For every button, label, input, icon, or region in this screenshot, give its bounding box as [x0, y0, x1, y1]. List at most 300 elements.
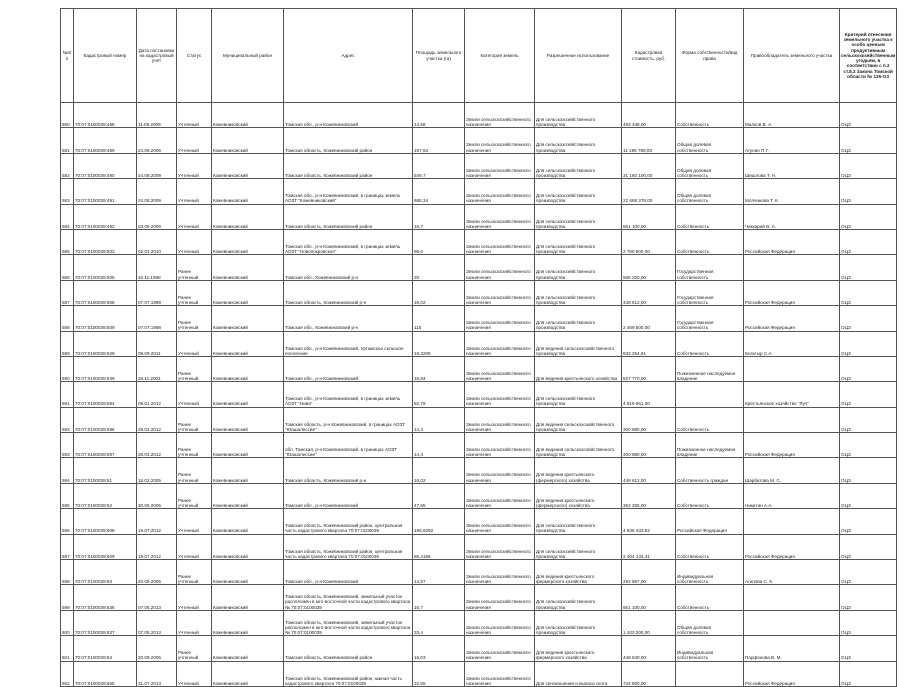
table-cell: Чиккарев В. А.: [744, 204, 840, 229]
table-cell: Для сельскохозяйственного производства: [535, 128, 622, 153]
table-cell: 584: [61, 204, 74, 229]
table-cell: Земли сельскохозяйственного назначения: [465, 407, 535, 432]
table-row: [61, 153, 897, 178]
table-cell: Земли сельскохозяйственного назначения: [465, 483, 535, 508]
table-cell: Собственность: [676, 585, 744, 610]
table-cell: Общая долевая собственность: [676, 128, 744, 153]
table-cell: 448 612,00: [622, 280, 676, 305]
table-cell: Российская Федерация: [744, 433, 840, 458]
table-cell: 98,6: [413, 229, 465, 254]
table-cell: Томская область, Кожевниковский район: [284, 128, 413, 153]
table-cell: Земли сельскохозяйственного назначения: [465, 103, 535, 128]
header-cell: Форма собственности/вид права: [676, 9, 744, 103]
table-cell: 20.09.2005: [137, 560, 177, 585]
table-cell: 16,02: [413, 458, 465, 483]
table-cell: ОЦЗ: [840, 610, 897, 635]
table-cell: 70:07:0100039:608: [74, 509, 137, 534]
table-cell: ОЦЗ: [840, 382, 897, 407]
table-cell: 92,79: [413, 382, 465, 407]
table-cell: ОЦЗ: [840, 153, 897, 178]
table-cell: 549,7: [413, 153, 465, 178]
table-cell: Для сельскохозяйственного производства: [535, 280, 622, 305]
table-cell: 14,4: [413, 433, 465, 458]
table-cell: 685,34: [413, 179, 465, 204]
table-cell: 70:07:0100039:637: [74, 610, 137, 635]
table-cell: Земли сельскохозяйственного назначения: [465, 356, 535, 381]
table-cell: 585: [61, 229, 74, 254]
table-cell: Ранее учтенный: [177, 280, 212, 305]
header-cell: Площадь земельного участка (га): [413, 9, 465, 103]
table-cell: Томская обл., р-н Кожевниковский, в границах земель АОЗТ "Нива": [284, 382, 413, 407]
table-cell: Учтенный: [177, 204, 212, 229]
table-cell: 24.08.2009: [137, 128, 177, 153]
table-cell: 70:07:0100039:508: [74, 280, 137, 305]
table-cell: 197,53: [413, 128, 465, 153]
table-cell: 592: [61, 407, 74, 432]
table-cell: 10.11.1998: [137, 255, 177, 280]
table-cell: Российская Федерация: [744, 229, 840, 254]
header-cell: Адрес: [284, 9, 413, 103]
table-cell: Кожевниковский: [212, 128, 284, 153]
table-cell: 483 348,00: [622, 103, 676, 128]
table-cell: 70:07:0100039:489: [74, 128, 137, 153]
header-row: [61, 9, 897, 103]
table-cell: 602: [61, 661, 74, 686]
table-cell: ОЦЗ: [840, 229, 897, 254]
table-cell: ОЦЗ: [840, 585, 897, 610]
table-row: [61, 255, 897, 280]
table-cell: 599: [61, 585, 74, 610]
table-cell: Томская область, Кожевниковский район, южная часть кадастрового квартала 70:07:0100039: [284, 661, 413, 686]
table-cell: 09.09.2011: [137, 331, 177, 356]
table-cell: ОЦЗ: [840, 280, 897, 305]
table-cell: ОЦЗ: [840, 433, 897, 458]
table-cell: Кожевниковский: [212, 560, 284, 585]
table-cell: Для ведения крестьянского (фермерского) хозяйства: [535, 458, 622, 483]
table-cell: Собственность: [676, 204, 744, 229]
table-cell: 70:07:0100039:64: [74, 636, 137, 661]
table-cell: 28.03.2012: [137, 433, 177, 458]
table-cell: [676, 382, 744, 407]
table-cell: 70:07:0100039:636: [74, 585, 137, 610]
table-row: [61, 483, 897, 508]
table-cell: 300 980,00: [622, 407, 676, 432]
table-cell: 2 469 500,00: [622, 306, 676, 331]
table-cell: 587: [61, 280, 74, 305]
table-cell: Кожевниковский: [212, 382, 284, 407]
table-cell: Собственность: [676, 534, 744, 559]
header-cell: Разрешенное использование: [535, 9, 622, 103]
table-cell: Томская область, Кожевниковский район: [284, 204, 413, 229]
table-cell: 734 800,00: [622, 661, 676, 686]
table-cell: Земли сельскохозяйственного назначения: [465, 382, 535, 407]
table-cell: 02.03.2010: [137, 229, 177, 254]
table-cell: 70:07:0100039:61: [74, 458, 137, 483]
table-cell: [676, 661, 744, 686]
table-cell: 70:07:0100039:488: [74, 103, 137, 128]
table-cell: Кожевниковский: [212, 356, 284, 381]
table-cell: 70:07:0100039:597: [74, 433, 137, 458]
table-cell: Томская область, Кожевниковский, земельный участок расположен в юго-восточной части кадастрового квартала № 70:07:0100039: [284, 585, 413, 610]
table-cell: Крестьянское хозяйство "Луч": [744, 382, 840, 407]
table-cell: Пожизненное наследуемое владение: [676, 356, 744, 381]
table-cell: Земли сельскохозяйственного назначения: [465, 661, 535, 686]
table-cell: Земли сельскохозяйственного назначения: [465, 306, 535, 331]
table-cell: 448 640,00: [622, 636, 676, 661]
table-cell: Малков В. А.: [744, 103, 840, 128]
table-cell: Томская обл., р-н Кожевниковский, в границах земель АОЗТ "Новопокровское": [284, 229, 413, 254]
table-cell: Кожевниковский: [212, 509, 284, 534]
table-cell: 115: [413, 306, 465, 331]
table-cell: Ранее учтенный: [177, 458, 212, 483]
table-cell: ОЦЗ: [840, 179, 897, 204]
table-cell: ОЦЗ: [840, 306, 897, 331]
table-cell: 19,3209: [413, 331, 465, 356]
table-cell: 70:07:0100039:491: [74, 179, 137, 204]
table-cell: ОЦЗ: [840, 407, 897, 432]
table-cell: Земли сельскохозяйственного назначения: [465, 153, 535, 178]
table-cell: Учтенный: [177, 153, 212, 178]
table-cell: 70:07:0100039:63: [74, 560, 137, 585]
table-cell: 31 160 100,00: [622, 153, 676, 178]
table-cell: 11.08.2009: [137, 103, 177, 128]
table-cell: Для ведения сельскохозяйственного производства: [535, 433, 622, 458]
table-cell: Земли сельскохозяйственного назначения: [465, 560, 535, 585]
table-cell: 70:07:0100039:539: [74, 356, 137, 381]
table-cell: 551 100,00: [622, 585, 676, 610]
table-cell: 292 857,00: [622, 560, 676, 585]
table-cell: ОЦЗ: [840, 128, 897, 153]
table-row: [61, 610, 897, 635]
table-cell: 07.07.1998: [137, 280, 177, 305]
table-cell: 593: [61, 433, 74, 458]
table-cell: 198,9292: [413, 509, 465, 534]
table-cell: Томская область, Кожевниковский р-н: [284, 458, 413, 483]
table-cell: 601: [61, 636, 74, 661]
table-cell: Томская область, Кожевниковский р-н: [284, 280, 413, 305]
table-cell: Земли сельскохозяйственного назначения: [465, 204, 535, 229]
table-cell: 300 980,00: [622, 433, 676, 458]
table-cell: Собственность: [676, 407, 744, 432]
table-cell: 19.07.2012: [137, 509, 177, 534]
table-cell: Томская область, р-н Кожевниковский, в границах АОЗТ "Юашалессие": [284, 407, 413, 432]
table-cell: 07.05.2013: [137, 585, 177, 610]
table-cell: Российская Федерация: [744, 534, 840, 559]
table-cell: 86,4156: [413, 534, 465, 559]
table-cell: Богатыр С.А.: [744, 331, 840, 356]
table-cell: Для ведения крестьянского хозяйства: [535, 356, 622, 381]
table-cell: 4 836 433,52: [622, 509, 676, 534]
table-cell: Для ведения крестьянского (фермерского) хозяйства: [535, 483, 622, 508]
table-cell: Учтенный: [177, 382, 212, 407]
table-cell: 28.11.2001: [137, 356, 177, 381]
table-cell: Ранее учтенный: [177, 636, 212, 661]
table-cell: Кожевниковский: [212, 661, 284, 686]
table-cell: 20: [413, 255, 465, 280]
table-cell: Ранее учтенный: [177, 433, 212, 458]
table-cell: 583: [61, 179, 74, 204]
table-cell: Земли сельскохозяйственного назначения: [465, 509, 535, 534]
table-cell: Кожевниковский: [212, 280, 284, 305]
table-cell: 70:07:0100039:609: [74, 534, 137, 559]
table-cell: 589: [61, 331, 74, 356]
table-cell: 565 200,00: [622, 255, 676, 280]
table-cell: Пожизненное наследуемое владение: [676, 433, 744, 458]
table-cell: 22 669 278,00: [622, 179, 676, 204]
table-cell: Для сельскохозяйственного производства: [535, 509, 622, 534]
table-cell: Кожевниковский: [212, 331, 284, 356]
table-cell: Учтенный: [177, 509, 212, 534]
table-cell: Ранее учтенный: [177, 306, 212, 331]
table-cell: Агапова С. К.: [744, 560, 840, 585]
table-cell: Ранее учтенный: [177, 483, 212, 508]
table-cell: Томская обл., р-н Кожевниковский: [284, 103, 413, 128]
table-cell: Томская обл., р-н Кожевниковский, в границах земель АОЗТ "Кожевниковский": [284, 179, 413, 204]
table-cell: 597: [61, 534, 74, 559]
table-cell: 448 612,00: [622, 458, 676, 483]
table-row: [61, 128, 897, 153]
table-cell: 32,55: [413, 661, 465, 686]
table-cell: 70:07:0100039:594: [74, 382, 137, 407]
table-cell: 362 255,00: [622, 483, 676, 508]
table-cell: Учтенный: [177, 179, 212, 204]
table-cell: 70:07:0100039:529: [74, 331, 137, 356]
table-cell: 591: [61, 382, 74, 407]
table-cell: Томская обл., р-н Кожевниковский: [284, 356, 413, 381]
table-cell: 70:07:0100039:505: [74, 255, 137, 280]
table-cell: Учтенный: [177, 661, 212, 686]
table-cell: ОЦЗ: [840, 458, 897, 483]
table-cell: Учтенный: [177, 534, 212, 559]
table-cell: [744, 509, 840, 534]
table-cell: Учтенный: [177, 103, 212, 128]
table-cell: 70:07:0100039:665: [74, 661, 137, 686]
table-cell: Для сельскохозяйственного производства: [535, 103, 622, 128]
table-cell: 24.08.2009: [137, 179, 177, 204]
table-cell: Парфенова В. М.: [744, 636, 840, 661]
table-cell: 16,7: [413, 585, 465, 610]
table-cell: 596: [61, 509, 74, 534]
table-cell: Собственность граждан: [676, 458, 744, 483]
table-cell: 16,03: [413, 636, 465, 661]
table-cell: Кожевниковский: [212, 204, 284, 229]
header-cell: Кадастровый номер: [74, 9, 137, 103]
table-cell: Земли сельскохозяйственного назначения: [465, 128, 535, 153]
table-row: [61, 407, 897, 432]
table-row: [61, 509, 897, 534]
table-cell: 588: [61, 306, 74, 331]
table-cell: Томская область, Кожевниковский, земельный участок расположен в юго-восточной части кадастрового квартала № 70:07:0100039: [284, 610, 413, 635]
table-row: [61, 331, 897, 356]
table-cell: Томская область, Кожевниковский район: [284, 636, 413, 661]
table-cell: Кожевниковский: [212, 229, 284, 254]
table-cell: Для сельскохозяйственного производства: [535, 229, 622, 254]
table-cell: Для сенокошения и выпаса скота: [535, 661, 622, 686]
table-cell: обл. Томская, р-н Кожевниковский, в границах АОЗТ "Юашалессие": [284, 433, 413, 458]
table-cell: 33,4: [413, 610, 465, 635]
table-cell: ОЦЗ: [840, 560, 897, 585]
table-cell: Кожевниковский: [212, 153, 284, 178]
table-cell: ОЦЗ: [840, 509, 897, 534]
table-cell: Томская область, Кожевниковский район, центральная часть кадастрового квартала 70:07:0100039: [284, 509, 413, 534]
table-cell: Ранее учтенный: [177, 407, 212, 432]
table-cell: 14,4: [413, 407, 465, 432]
table-cell: Кожевниковский: [212, 534, 284, 559]
table-cell: Государственная собственность: [676, 280, 744, 305]
table-cell: Томская обл., Кожевниковский р-н: [284, 255, 413, 280]
table-cell: 832 254,81: [622, 331, 676, 356]
table-cell: Учтенный: [177, 128, 212, 153]
table-row: [61, 306, 897, 331]
table-cell: ОЦЗ: [840, 534, 897, 559]
table-cell: Кожевниковский: [212, 483, 284, 508]
table-cell: 586: [61, 255, 74, 280]
table-cell: Кожевниковский: [212, 610, 284, 635]
table-cell: Учтенный: [177, 229, 212, 254]
table-cell: Учтенный: [177, 585, 212, 610]
table-cell: 70:07:0100039:492: [74, 204, 137, 229]
table-cell: Томская область, Кожевниковский район: [284, 153, 413, 178]
table-row: [61, 433, 897, 458]
table-cell: 20.09.2005: [137, 636, 177, 661]
table-cell: Молчанова Т. К.: [744, 179, 840, 204]
header-cell: Кадастровая стоимость, руб.: [622, 9, 676, 103]
table-cell: 595: [61, 483, 74, 508]
table-cell: ОЦЗ: [840, 661, 897, 686]
table-cell: Земли сельскохозяйственного назначения: [465, 433, 535, 458]
table-cell: [744, 356, 840, 381]
table-cell: Для сельскохозяйственного производства: [535, 255, 622, 280]
table-cell: Кожевниковский: [212, 458, 284, 483]
table-cell: Томская обл., р-н Кожевниковский: [284, 560, 413, 585]
table-cell: 590: [61, 356, 74, 381]
table-cell: [744, 610, 840, 635]
table-cell: Для сельскохозяйственного производства: [535, 382, 622, 407]
table-cell: 14,58: [413, 103, 465, 128]
table-cell: Томская обл., р-н Кожевниковский, Уртамское сельское поселение: [284, 331, 413, 356]
table-cell: Государственная собственность: [676, 255, 744, 280]
table-cell: Земли сельскохозяйственного назначения: [465, 585, 535, 610]
table-cell: 600: [61, 610, 74, 635]
table-cell: 70:07:0100039:596: [74, 407, 137, 432]
table-cell: Собственность: [676, 331, 744, 356]
table-cell: Для сельскохозяйственного производства: [535, 153, 622, 178]
table-cell: Земли сельскохозяйственного назначения: [465, 229, 535, 254]
table-cell: 16,02: [413, 280, 465, 305]
table-cell: ОЦЗ: [840, 356, 897, 381]
table-cell: ОЦЗ: [840, 204, 897, 229]
table-cell: 70:07:0100039:502: [74, 229, 137, 254]
table-cell: 03.09.2009: [137, 204, 177, 229]
table-cell: Земли сельскохозяйственного назначения: [465, 610, 535, 635]
table-cell: 24.08.2009: [137, 153, 177, 178]
header-cell: Критерий отнесения земельного участка к особо ценным продуктивным сельскохозяйственным угодьям, в соответствии с п.2 ст.8.3 Закона Томской области № 135-ОЗ: [840, 9, 897, 103]
table-row: [61, 204, 897, 229]
table-cell: Учтенный: [177, 610, 212, 635]
table-cell: Кожевниковский: [212, 585, 284, 610]
table-cell: Кожевниковский: [212, 255, 284, 280]
table-cell: [744, 585, 840, 610]
table-cell: Никитин А.А.: [744, 483, 840, 508]
table-cell: 47,65: [413, 483, 465, 508]
cadastral-table: [60, 8, 897, 687]
table-cell: Для ведения сельскохозяйственного производства: [535, 407, 622, 432]
table-row: [61, 534, 897, 559]
table-cell: 09.01.2012: [137, 382, 177, 407]
table-cell: 70:07:0100039:490: [74, 153, 137, 178]
header-cell: Категория земель: [465, 9, 535, 103]
table-cell: Земли сельскохозяйственного назначения: [465, 458, 535, 483]
table-cell: Шишлова Т. Н.: [744, 153, 840, 178]
table-cell: Для сельскохозяйственного производства: [535, 306, 622, 331]
table-cell: 15,84: [413, 356, 465, 381]
table-row: [61, 179, 897, 204]
table-cell: 07.05.2013: [137, 610, 177, 635]
table-cell: 19.07.2012: [137, 534, 177, 559]
table-cell: Собственность: [676, 103, 744, 128]
table-row: [61, 560, 897, 585]
table-cell: 580: [61, 103, 74, 128]
header-cell: Статус: [177, 9, 212, 103]
table-cell: Томская обл., р-н Кожевниковский: [284, 483, 413, 508]
table-cell: 30.06.2005: [137, 483, 177, 508]
table-cell: Для ведения крестьянского фермерского хозяйства: [535, 636, 622, 661]
table-cell: Общая долевая собственность: [676, 179, 744, 204]
table-cell: Земли сельскохозяйственного назначения: [465, 255, 535, 280]
table-cell: Индивидуальная собственность: [676, 636, 744, 661]
table-cell: Шарбатова М. С.: [744, 458, 840, 483]
table-cell: Для ведения сельскохозяйственного производства: [535, 331, 622, 356]
table-row: [61, 103, 897, 128]
table-cell: ОЦЗ: [840, 255, 897, 280]
table-cell: 31.07.2013: [137, 661, 177, 686]
table-cell: Учтенный: [177, 331, 212, 356]
table-cell: Для сельскохозяйственного производства: [535, 585, 622, 610]
table-cell: Общая долевая собственность: [676, 610, 744, 635]
table-cell: [744, 255, 840, 280]
table-cell: Томская обл., Кожевниковский р-н: [284, 306, 413, 331]
table-cell: Для ведения крестьянского фермерского хозяйства: [535, 560, 622, 585]
table-cell: 551 100,00: [622, 204, 676, 229]
header-cell: Правообладатель земельного участка: [744, 9, 840, 103]
table-cell: Для сельскохозяйственного производства: [535, 610, 622, 635]
table-cell: Земли сельскохозяйственного назначения: [465, 280, 535, 305]
table-cell: Ранее учтенный: [177, 255, 212, 280]
table-cell: ОЦЗ: [840, 636, 897, 661]
table-cell: 581: [61, 128, 74, 153]
table-cell: 14,57: [413, 560, 465, 585]
table-cell: ОЦЗ: [840, 483, 897, 508]
table-cell: Индивидуальная собственность: [676, 560, 744, 585]
table-cell: Общая долевая собственность: [676, 153, 744, 178]
table-body: [61, 103, 897, 687]
table-cell: Кожевниковский: [212, 636, 284, 661]
table-cell: Для сельскохозяйственного производства: [535, 179, 622, 204]
table-cell: Российская Федерация: [676, 509, 744, 534]
table-cell: 594: [61, 458, 74, 483]
table-cell: Кожевниковский: [212, 306, 284, 331]
table-cell: 2 404 133,41: [622, 534, 676, 559]
table-row: [61, 229, 897, 254]
header-cell: Муниципальный район: [212, 9, 284, 103]
table-cell: Кожевниковский: [212, 407, 284, 432]
table-cell: Ранее учтенный: [177, 560, 212, 585]
table-cell: 07.07.1998: [137, 306, 177, 331]
table-cell: Кожевниковский: [212, 179, 284, 204]
table-cell: Ранее учтенный: [177, 356, 212, 381]
table-row: [61, 661, 897, 686]
table-cell: Российская Федерация: [744, 280, 840, 305]
